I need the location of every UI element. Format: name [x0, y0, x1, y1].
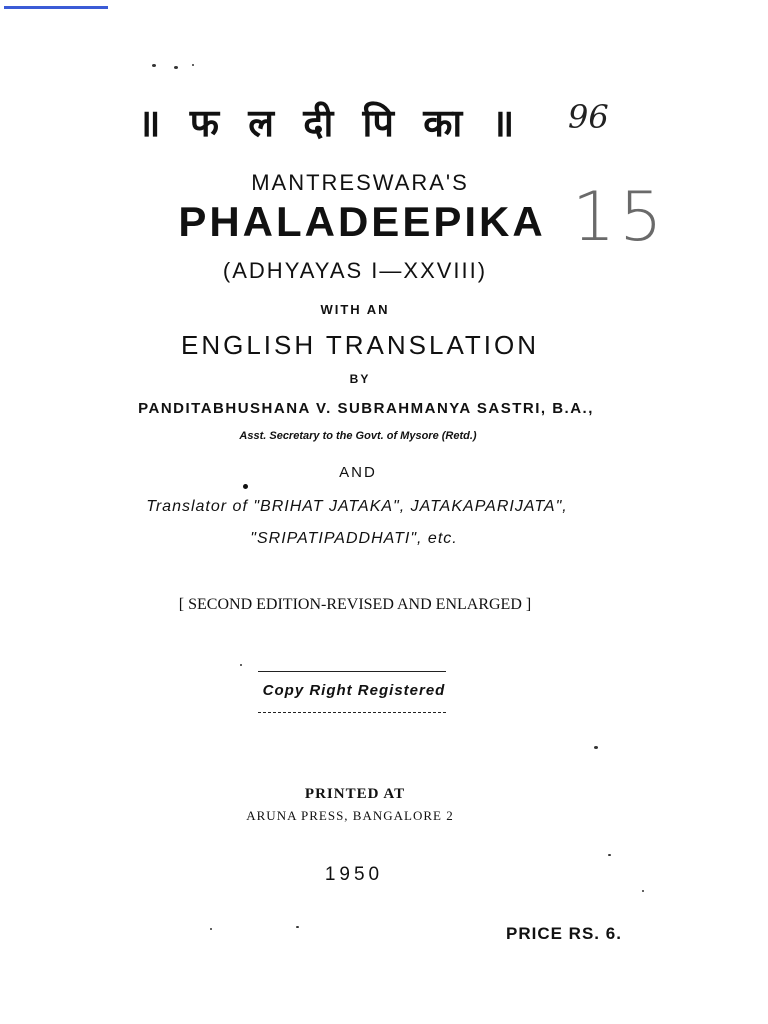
scan-speck	[210, 928, 212, 930]
press-name: ARUNA PRESS, BANGALORE 2	[246, 808, 454, 823]
rule-bottom	[258, 712, 446, 713]
author-line: MANTRESWARA'S	[251, 170, 469, 195]
copyright-note: Copy Right Registered	[262, 682, 446, 699]
devanagari-title: ॥ फ ल दी पि का ॥	[137, 101, 523, 145]
book-title: PHALADEEPIKA	[178, 198, 546, 245]
edition-note: [ SECOND EDITION-REVISED AND ENLARGED ]	[178, 596, 532, 613]
scan-speck	[608, 854, 611, 856]
translator-of-line: Translator of "BRIHAT JATAKA", JATAKAPARIJATA",	[146, 498, 568, 515]
scan-speck	[296, 926, 299, 928]
scan-speck	[594, 746, 598, 749]
price-label: PRICE RS. 6.	[506, 924, 622, 943]
printed-at-label: PRINTED AT	[304, 786, 406, 802]
scan-speck	[174, 66, 178, 69]
chapter-range: (ADHYAYAS I—XXVIII)	[222, 258, 488, 283]
handwritten-number: 96	[568, 98, 609, 136]
rule-top	[258, 671, 446, 672]
translator-name: PANDITABHUSHANA V. SUBRAHMANYA SASTRI, B.A.,	[138, 400, 594, 417]
with-an-label: WITH AN	[320, 302, 390, 317]
bullet-dot	[243, 484, 248, 489]
translation-label: ENGLISH TRANSLATION	[181, 330, 539, 360]
scan-speck	[642, 890, 644, 892]
translator-position: Asst. Secretary to the Govt. of Mysore (Retd.)	[239, 430, 477, 442]
scan-speck	[152, 64, 156, 67]
by-label: BY	[349, 372, 371, 386]
scan-speck	[240, 664, 242, 666]
other-works-line: "SRIPATIPADDHATI", etc.	[250, 530, 458, 547]
and-label: AND	[339, 464, 377, 481]
scan-speck	[192, 64, 194, 66]
publication-year: 1950	[324, 864, 384, 885]
scan-edge-strip	[4, 6, 108, 9]
pencil-mark: 15	[572, 178, 667, 257]
